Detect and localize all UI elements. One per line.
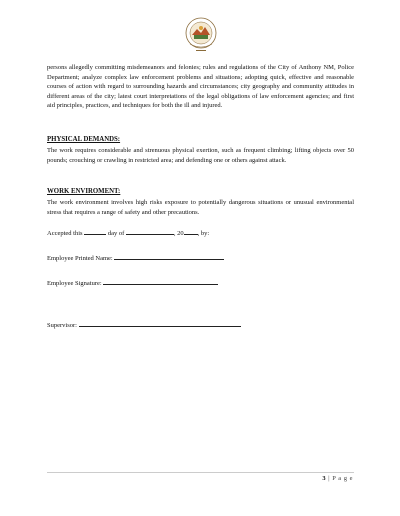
work-environment-heading: WORK ENVIROMENT:	[47, 188, 121, 195]
supervisor-label: Supervisor:	[47, 322, 77, 329]
by-label: , by:	[197, 230, 210, 237]
printed-name-label: Employee Printed Name:	[47, 255, 113, 262]
signature-label: Employee Signature:	[47, 280, 102, 287]
footer-divider	[47, 472, 354, 473]
acceptance-line	[47, 228, 209, 237]
month-blank[interactable]	[126, 228, 174, 235]
work-environment-text: The work environment involves high risks exposure to potentially dangerous situations or unusual environmental stress that requires a range of safety and other precautions.	[47, 199, 354, 216]
printed-name-blank[interactable]	[114, 253, 224, 260]
supervisor-line	[47, 320, 241, 329]
page-footer	[322, 475, 353, 482]
day-of-label: day of	[107, 230, 125, 237]
day-blank[interactable]	[84, 228, 106, 235]
signature-line	[47, 278, 218, 287]
physical-demands-heading: PHYSICAL DEMANDS:	[47, 136, 121, 143]
year-blank[interactable]	[184, 228, 198, 235]
page-number: 3	[322, 475, 327, 482]
signature-blank[interactable]	[103, 278, 218, 285]
page-label: P a g e	[332, 475, 353, 482]
intro-paragraph: persons allegedly committing misdemeanors and felonies; rules and regulations of the City of Anthony NM, Police Department; analyze complex law enforcement problems and situations; adopting quick, effective and reasonable courses of action with regard to surrounding hazards and circumstances; city geography and community attitudes in different areas of the city; latest court interpretations of the legal obligations of law enforcement agencies; and first aid principles, practices, and techniques for both the ill and injured.	[47, 64, 354, 109]
footer-separator: |	[326, 475, 333, 482]
accepted-prefix: Accepted this	[47, 230, 83, 237]
printed-name-line	[47, 253, 224, 262]
city-seal-logo	[184, 16, 218, 56]
year-prefix: , 20	[173, 230, 184, 237]
supervisor-blank[interactable]	[79, 320, 241, 327]
physical-demands-text: The work requires considerable and strenuous physical exertion, such as frequent climbing; lifting objects over 50 pounds; crouching or crawling in restricted area; and defending one or others against attack.	[47, 147, 354, 164]
